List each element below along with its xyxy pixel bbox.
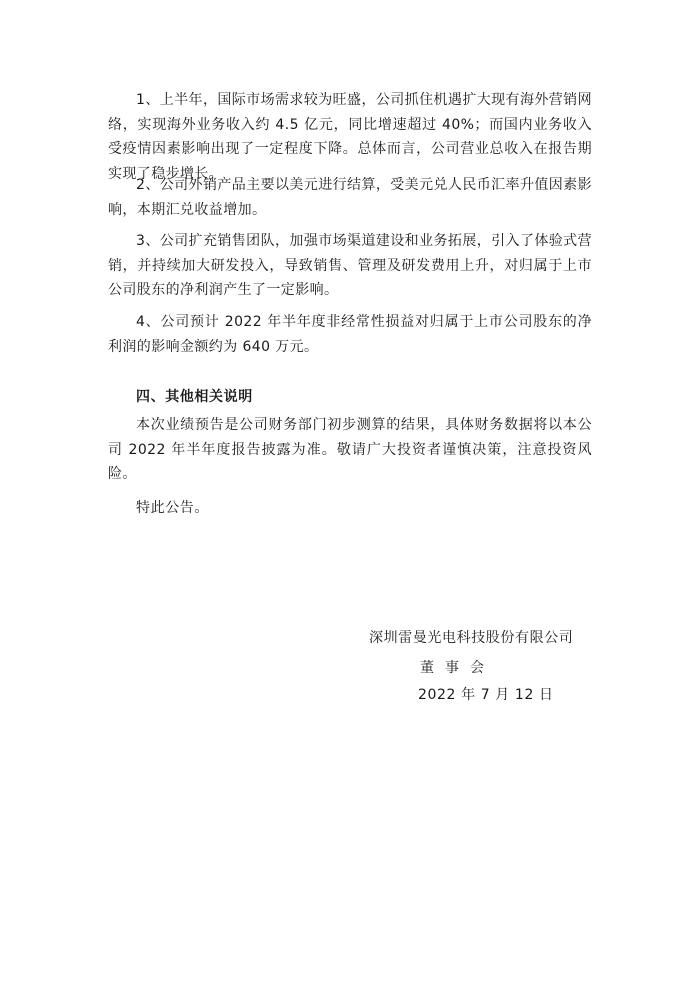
paragraph-3: 3、公司扩充销售团队，加强市场渠道建设和业务拓展，引入了体验式营销，并持续加大研发投入，导致销售、管理及研发费用上升，对归属于上市公司股东的净利润产生了一定影响。 bbox=[108, 233, 592, 298]
paragraph-4: 4、公司预计 2022 年半年度非经常性损益对归属于上市公司股东的净利润的影响金额约为 640 万元。 bbox=[108, 314, 592, 355]
signature-board: 董事会 bbox=[420, 660, 495, 676]
closing-statement: 特此公告。 bbox=[136, 500, 209, 516]
paragraph-1: 1、上半年，国际市场需求较为旺盛，公司抓住机遇扩大现有海外营销网络，实现海外业务收入约 4.5 亿元，同比增速超过 40%；而国内业务收入受疫情因素影响出现了一定程度下降。总体而言，公司营业总收入在报告期实现了稳步增长。 bbox=[108, 92, 592, 182]
signature-company: 深圳雷曼光电科技股份有限公司 bbox=[369, 630, 574, 646]
paragraph-2: 2、公司外销产品主要以美元进行结算，受美元兑人民币汇率升值因素影响，本期汇兑收益增加。 bbox=[108, 177, 592, 218]
section-body-paragraph: 本次业绩预告是公司财务部门初步测算的结果，具体财务数据将以本公司 2022 年半年度报告披露为准。敬请广大投资者谨慎决策，注意投资风险。 bbox=[108, 417, 592, 482]
signature-date: 2022 年 7 月 12 日 bbox=[418, 687, 554, 703]
section-heading-other-notes: 四、其他相关说明 bbox=[136, 389, 253, 405]
